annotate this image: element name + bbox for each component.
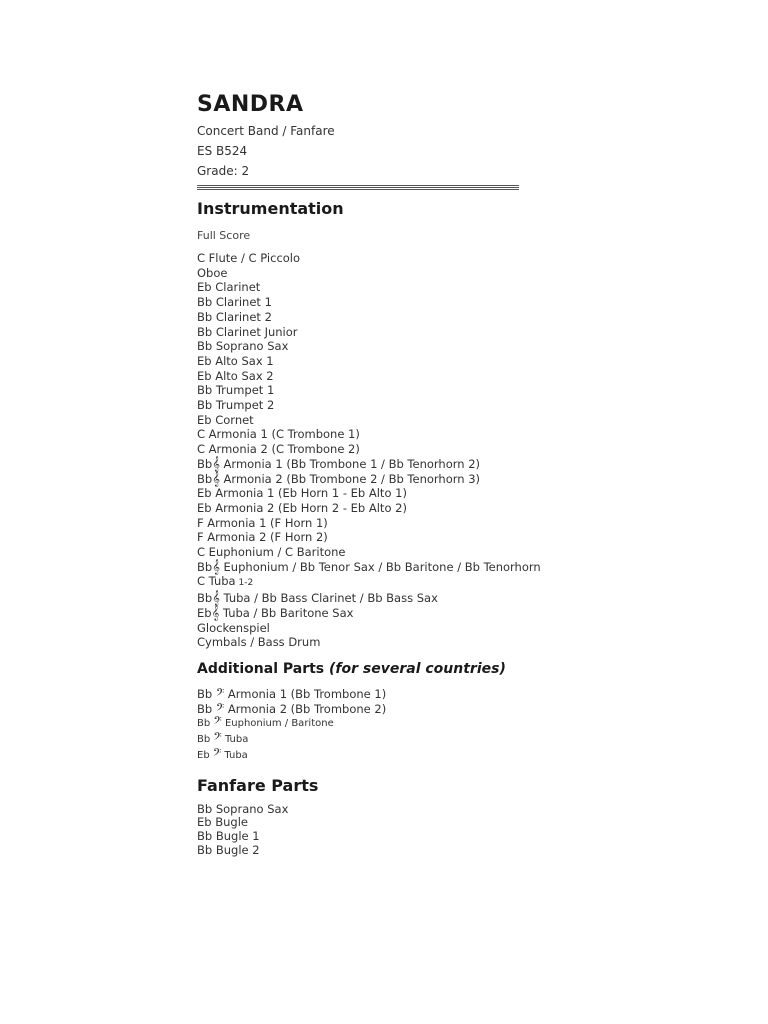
additional-parts-heading — [197, 658, 737, 680]
list-item — [197, 606, 737, 621]
list-item: Bb Trumpet 1 — [197, 383, 275, 398]
list-item: C Flute / C Piccolo — [197, 251, 301, 265]
treble-clef-icon: 𝄞 — [212, 591, 220, 607]
heading-text: Additional Parts — [197, 660, 330, 677]
part-name: Armonia 1 (Bb Trombone 1 / Bb Tenorhorn 2) — [219, 456, 481, 471]
list-item: C Euphonium / C Baritone — [197, 545, 346, 560]
part-name: Tuba — [221, 749, 248, 761]
treble-clef-icon: 𝄞 — [212, 559, 220, 575]
list-item — [197, 702, 737, 717]
list-item: Eb Alto Sax 2 — [197, 368, 274, 383]
list-item: Eb Armonia 1 (Eb Horn 1 - Eb Alto 1) — [197, 486, 407, 501]
part-name: Tuba — [221, 734, 249, 746]
list-item — [197, 560, 737, 575]
list-item: Bb Clarinet 2 — [197, 309, 272, 324]
list-item — [197, 591, 737, 606]
fanfare-parts-list — [197, 803, 737, 858]
list-item — [197, 687, 737, 702]
list-item: Bb Bugle 2 — [197, 842, 260, 857]
list-item: Eb Alto Sax 1 — [197, 353, 274, 368]
list-item — [197, 748, 737, 764]
part-name: Armonia 2 (Bb Trombone 2 / Bb Tenorhorn 3) — [219, 471, 481, 486]
bass-clef-icon: 𝄢 — [212, 746, 222, 762]
list-item: Glockenspiel — [197, 620, 270, 635]
part-key: Bb — [197, 686, 213, 701]
part-name: Euphonium / Baritone — [221, 718, 334, 730]
part-key: Bb — [197, 734, 211, 746]
list-item: Bb Clarinet 1 — [197, 295, 272, 310]
list-item: Eb Armonia 2 (Eb Horn 2 - Eb Alto 2) — [197, 500, 407, 515]
fanfare-parts-heading: Fanfare Parts — [197, 775, 319, 795]
bass-clef-icon: 𝄢 — [215, 701, 225, 717]
heading-note: (for several countries) — [329, 660, 506, 677]
part-name: Euphonium / Bb Tenor Sax / Bb Baritone / Bb Tenorhorn — [219, 559, 541, 574]
instrumentation-list — [197, 251, 737, 650]
ensemble-type: Concert Band / Fanfare — [197, 124, 335, 138]
part-key: Bb — [197, 456, 213, 471]
list-item: Oboe — [197, 265, 228, 280]
instrumentation-heading: Instrumentation — [197, 199, 344, 218]
list-item: Eb Clarinet — [197, 280, 261, 295]
part-key: Bb — [197, 701, 213, 716]
part-key: Bb — [197, 718, 211, 730]
part-suffix: 1-2 — [235, 578, 254, 589]
part-key: Bb — [197, 559, 213, 574]
list-item — [197, 716, 737, 732]
grade-level: Grade: 2 — [197, 164, 250, 178]
bass-clef-icon: 𝄢 — [213, 731, 222, 747]
list-item: Bb Trumpet 2 — [197, 398, 275, 413]
list-item: Eb Bugle — [197, 815, 248, 830]
additional-parts-list — [197, 687, 737, 764]
list-item: F Armonia 1 (F Horn 1) — [197, 515, 328, 530]
list-item: Bb Clarinet Junior — [197, 324, 298, 339]
list-item: C Armonia 1 (C Trombone 1) — [197, 427, 360, 442]
part-name: Tuba / Bb Bass Clarinet / Bb Bass Sax — [219, 591, 438, 606]
bass-clef-icon: 𝄢 — [215, 686, 225, 702]
list-item: Cymbals / Bass Drum — [197, 635, 321, 650]
part-key: Bb — [197, 591, 213, 606]
list-item: Bb Bugle 1 — [197, 828, 260, 843]
list-item: F Armonia 2 (F Horn 2) — [197, 530, 328, 545]
full-score-item: Full Score — [197, 229, 251, 242]
page-title: SANDRA — [197, 92, 304, 117]
part-key: Eb — [197, 605, 212, 620]
catalog-code: ES B524 — [197, 144, 248, 158]
divider — [197, 185, 519, 190]
list-item: Bb Soprano Sax — [197, 801, 289, 816]
bass-clef-icon: 𝄢 — [213, 715, 222, 731]
part-key: Eb — [197, 749, 210, 761]
list-item: Bb Soprano Sax — [197, 339, 289, 354]
part-key: Bb — [197, 471, 213, 486]
list-item: C Armonia 2 (C Trombone 2) — [197, 442, 360, 457]
part-name: Tuba / Bb Baritone Sax — [219, 605, 354, 620]
part-name: C Tuba — [197, 574, 236, 589]
list-item — [197, 457, 737, 472]
part-name: Armonia 1 (Bb Trombone 1) — [224, 686, 387, 701]
list-item: Eb Cornet — [197, 412, 254, 427]
list-item — [197, 574, 737, 591]
part-name: Armonia 2 (Bb Trombone 2) — [224, 701, 387, 716]
list-item — [197, 472, 737, 487]
score-info-page — [197, 92, 737, 857]
list-item — [197, 732, 737, 748]
treble-clef-icon: 𝄞 — [211, 605, 220, 621]
treble-clef-icon: 𝄞 — [212, 456, 220, 472]
treble-clef-icon: 𝄞 — [212, 471, 220, 487]
